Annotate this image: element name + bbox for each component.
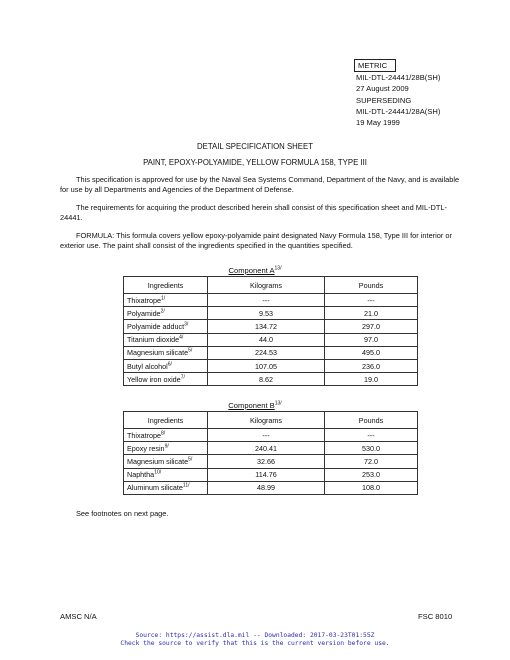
ingredient-cell xyxy=(124,442,208,455)
pounds-cell: 72.0 xyxy=(325,455,418,468)
kilograms-cell: 48.99 xyxy=(208,481,325,494)
ingredient-name: Magnesium silicate xyxy=(127,348,189,358)
ingredient-cell xyxy=(124,429,208,442)
requirements-paragraph: The requirements for acquiring the product described herein shall consist of this specification sheet and MIL-DTL-24441. xyxy=(60,203,447,222)
document-header-block xyxy=(356,59,440,128)
table-row xyxy=(124,373,418,386)
ingredient-name: Polyamide xyxy=(127,308,161,318)
ingredient-name: Epoxy resin xyxy=(127,443,165,453)
pounds-cell: 19.0 xyxy=(325,373,418,386)
ingredient-name: Butyl alcohol xyxy=(127,361,168,371)
kilograms-cell: 32.66 xyxy=(208,455,325,468)
ingredient-cell xyxy=(124,346,208,359)
column-header-pounds: Pounds xyxy=(325,277,418,294)
footnote-marker: 9/ xyxy=(164,443,169,450)
footnote-marker: 7/ xyxy=(180,374,185,381)
table-header-row xyxy=(124,277,418,294)
component-b-title xyxy=(0,401,510,410)
superseding-label: SUPERSEDING xyxy=(356,95,412,105)
ingredient-name: Polyamide adduct xyxy=(127,321,185,331)
footnote-marker: 6/ xyxy=(167,361,172,368)
table-row xyxy=(124,442,418,455)
pounds-cell: --- xyxy=(325,429,418,442)
ingredient-cell xyxy=(124,294,208,307)
table-row xyxy=(124,359,418,372)
pounds-cell: 21.0 xyxy=(325,307,418,320)
amsc-label: AMSC N/A xyxy=(60,612,97,621)
footnote-marker: 5/ xyxy=(188,347,193,354)
pounds-cell: 495.0 xyxy=(325,346,418,359)
component-b-title-text: Component B xyxy=(228,401,275,410)
table-row xyxy=(124,481,418,494)
ingredient-name: Naphtha xyxy=(127,470,155,480)
table-row xyxy=(124,455,418,468)
kilograms-cell: 8.62 xyxy=(208,373,325,386)
kilograms-cell: 134.72 xyxy=(208,320,325,333)
footnote-marker: 1/ xyxy=(160,295,166,302)
source-stamp xyxy=(0,632,510,648)
pounds-cell: 108.0 xyxy=(325,481,418,494)
table-header-row xyxy=(124,412,418,429)
ingredient-name: Titanium dioxide xyxy=(127,335,180,345)
approval-paragraph: This specification is approved for use by the Naval Sea Systems Command, Department of the Navy, and is available for use by all Departments and Agencies of the Department of Defense. xyxy=(60,175,460,194)
formula-paragraph: FORMULA: This formula covers yellow epoxy-polyamide paint designated Navy Formula 158, Type III for interior or exterior use. The paint shall consist of the ingredients specified in the quantities specified. xyxy=(60,231,452,250)
document-date: 27 August 2009 xyxy=(356,84,409,94)
kilograms-cell: 44.0 xyxy=(208,333,325,346)
superseded-date: 19 May 1999 xyxy=(356,118,400,128)
column-header-kilograms: Kilograms xyxy=(208,412,325,429)
component-b-title-note: 13/ xyxy=(274,400,282,407)
ingredient-cell xyxy=(124,373,208,386)
component-a-title-note: 13/ xyxy=(274,265,282,272)
ingredient-cell xyxy=(124,359,208,372)
column-header-kilograms: Kilograms xyxy=(208,277,325,294)
superseded-document-id: MIL-DTL-24441/28A(SH) xyxy=(356,106,441,116)
kilograms-cell: 107.05 xyxy=(208,359,325,372)
footnote-marker: 4/ xyxy=(179,334,184,341)
document-subtitle: PAINT, EPOXY-POLYAMIDE, YELLOW FORMULA 158, TYPE III xyxy=(143,158,367,167)
fsc-label: FSC 8010 xyxy=(418,612,453,621)
ingredient-name: Magnesium silicate xyxy=(127,456,189,466)
kilograms-cell: 240.41 xyxy=(208,442,325,455)
kilograms-cell: 9.53 xyxy=(208,307,325,320)
pounds-cell: 297.0 xyxy=(325,320,418,333)
ingredient-cell xyxy=(124,468,208,481)
ingredient-cell xyxy=(124,307,208,320)
document-id: MIL-DTL-24441/28B(SH) xyxy=(356,73,441,83)
metric-label: METRIC xyxy=(354,59,396,72)
table-row xyxy=(124,294,418,307)
column-header-ingredients: Ingredients xyxy=(124,412,208,429)
component-a-title xyxy=(0,266,510,275)
kilograms-cell: --- xyxy=(208,429,325,442)
ingredient-name: Thixatrope xyxy=(127,430,161,440)
document-title: DETAIL SPECIFICATION SHEET xyxy=(197,142,313,151)
footnote-marker: 5/ xyxy=(188,456,193,463)
component-a-title-text: Component A xyxy=(228,266,275,275)
ingredient-cell xyxy=(124,333,208,346)
footnote-marker: 10/ xyxy=(154,469,162,476)
pounds-cell: 530.0 xyxy=(325,442,418,455)
table-row xyxy=(124,307,418,320)
ingredient-name: Thixatrope xyxy=(127,295,161,305)
column-header-pounds: Pounds xyxy=(325,412,418,429)
column-header-ingredients: Ingredients xyxy=(124,277,208,294)
footnote-marker: 8/ xyxy=(160,430,166,437)
table-row xyxy=(124,429,418,442)
pounds-cell: --- xyxy=(325,294,418,307)
kilograms-cell: 114.76 xyxy=(208,468,325,481)
ingredient-cell xyxy=(124,320,208,333)
ingredient-cell xyxy=(124,481,208,494)
table-row xyxy=(124,320,418,333)
component-b-table xyxy=(123,411,418,495)
pounds-cell: 97.0 xyxy=(325,333,418,346)
table-row xyxy=(124,468,418,481)
pounds-cell: 236.0 xyxy=(325,359,418,372)
ingredient-name: Aluminum silicate xyxy=(127,483,183,493)
table-row xyxy=(124,346,418,359)
kilograms-cell: --- xyxy=(208,294,325,307)
footnote-marker: 2/ xyxy=(160,308,165,315)
footnote-reference: See footnotes on next page. xyxy=(76,509,169,518)
footnote-marker: 3/ xyxy=(184,321,189,328)
ingredient-name: Yellow iron oxide xyxy=(127,374,181,384)
pounds-cell: 253.0 xyxy=(325,468,418,481)
table-row xyxy=(124,333,418,346)
component-a-table xyxy=(123,276,418,386)
source-line: Source: https://assist.dla.mil -- Downloaded: 2017-03-23T01:55Z xyxy=(135,632,375,639)
ingredient-cell xyxy=(124,455,208,468)
footnote-marker: 11/ xyxy=(182,482,190,489)
verification-line: Check the source to verify that this is the current version before use. xyxy=(120,640,390,647)
kilograms-cell: 224.53 xyxy=(208,346,325,359)
